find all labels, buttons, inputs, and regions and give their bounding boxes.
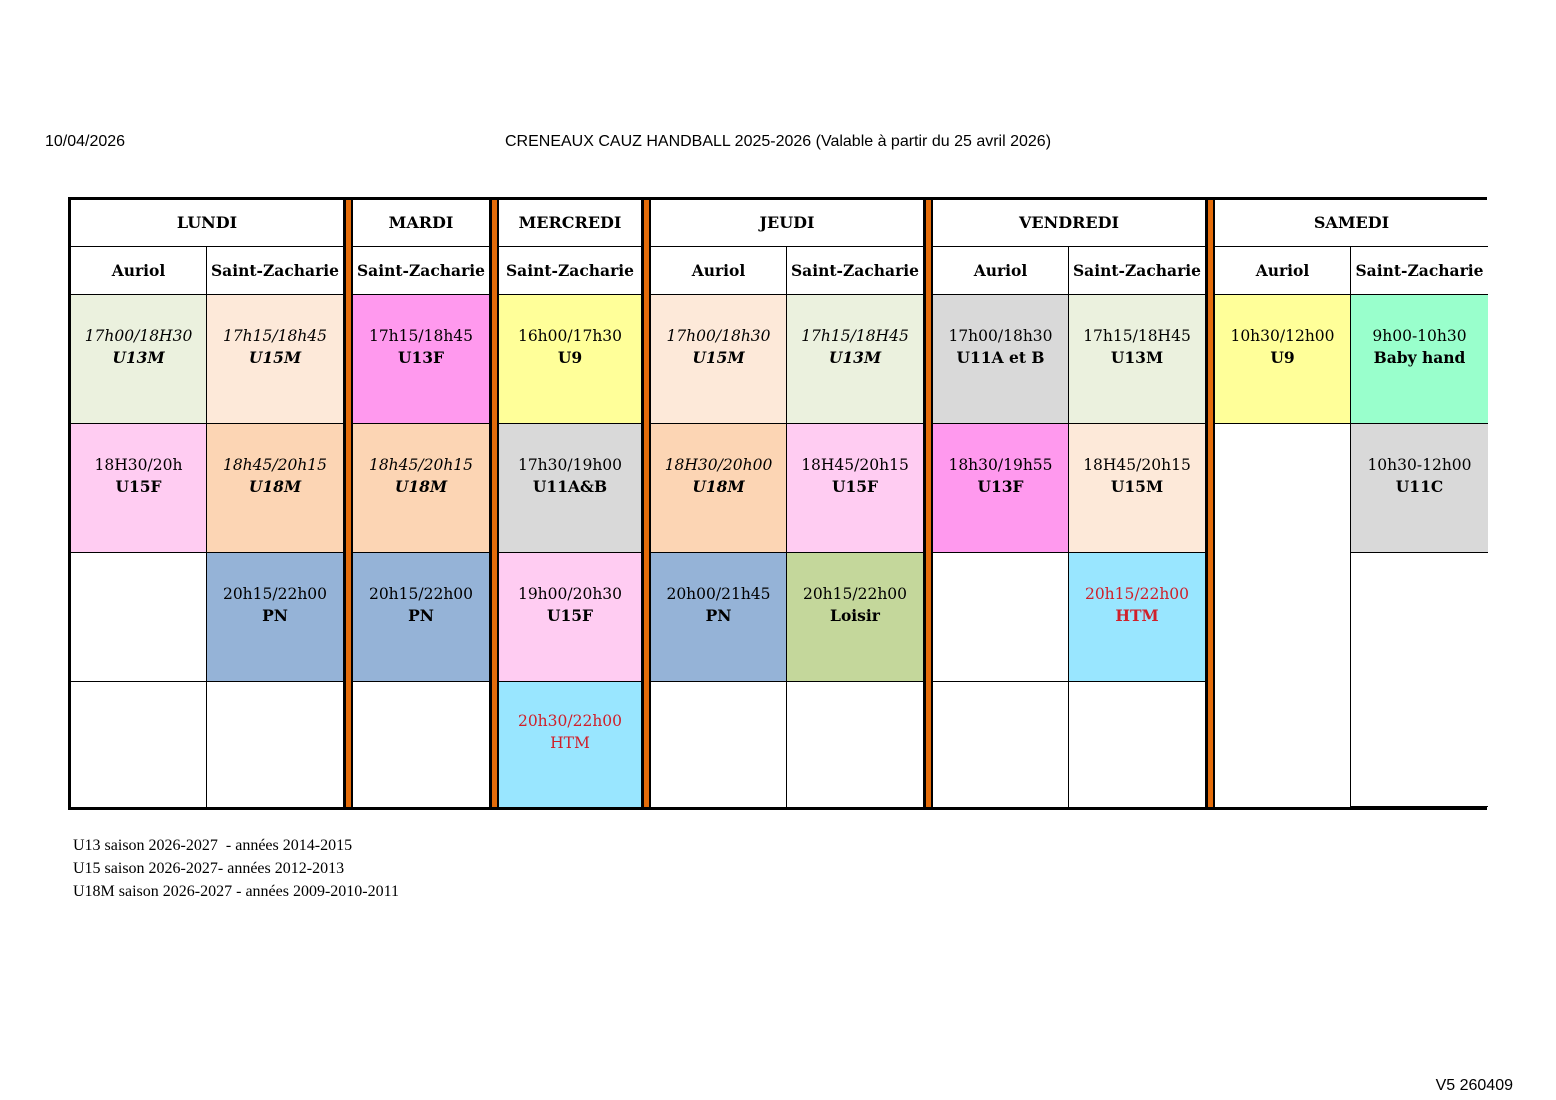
schedule-slot	[787, 553, 924, 682]
slot-time: 20h00/21h45	[666, 585, 771, 603]
day-separator	[344, 200, 353, 807]
location-header: Saint-Zacharie	[1069, 247, 1206, 295]
location-header: Auriol	[651, 247, 787, 295]
note-line: U18M saison 2026-2027 - années 2009-2010-2011	[73, 883, 400, 900]
schedule-slot	[71, 424, 207, 553]
schedule-slot	[499, 553, 642, 682]
schedule-slot	[651, 553, 787, 682]
schedule-slot	[499, 682, 642, 807]
schedule-slot	[1215, 295, 1351, 424]
slot-time: 18H30/20h	[94, 456, 183, 474]
slot-group: U9	[1270, 348, 1295, 367]
location-header: Auriol	[1215, 247, 1351, 295]
slot-group: U11C	[1395, 477, 1444, 496]
slot-time: 17h30/19h00	[517, 456, 623, 474]
slot-group: U18M	[692, 477, 745, 496]
note-line: U13 saison 2026-2027 - années 2014-2015	[73, 837, 353, 854]
empty-slot	[1351, 553, 1488, 807]
slot-group: U18M	[248, 477, 302, 496]
slot-group: U15F	[831, 477, 879, 496]
slot-group: PN	[262, 606, 288, 625]
slot-time: 17h00/18h30	[948, 327, 1053, 345]
day-separator	[490, 200, 499, 807]
slot-group: Loisir	[830, 606, 880, 625]
slot-group: U15F	[546, 606, 594, 625]
slot-time: 9h00-10h30	[1372, 327, 1467, 345]
slot-time: 17h00/18H30	[84, 327, 193, 345]
slot-time: 18h30/19h55	[948, 456, 1053, 474]
schedule-slot	[651, 295, 787, 424]
empty-slot	[71, 553, 207, 682]
slot-time: 17h15/18h45	[368, 327, 474, 345]
slot-group: HTM	[550, 734, 590, 752]
location-header: Saint-Zacharie	[207, 247, 344, 295]
age-notes	[73, 834, 399, 903]
location-header: Auriol	[71, 247, 207, 295]
day-header-samedi: SAMEDI	[1215, 200, 1488, 247]
schedule-slot	[207, 553, 344, 682]
slot-group: U15F	[115, 477, 162, 496]
schedule-slot	[71, 295, 207, 424]
slot-time: 19h00/20h30	[517, 585, 623, 603]
slot-group: U11A&B	[532, 477, 608, 496]
slot-group: U13F	[397, 348, 445, 367]
day-header-vendredi: VENDREDI	[933, 200, 1206, 247]
schedule-slot	[499, 424, 642, 553]
slot-time: 18H45/20h15	[801, 456, 909, 474]
schedule-slot	[1069, 424, 1206, 553]
slot-time: 20h15/22h00	[802, 585, 908, 603]
version-label: V5 260409	[1435, 1077, 1513, 1094]
empty-slot	[933, 553, 1069, 682]
schedule-slot	[353, 295, 490, 424]
schedule-slot	[207, 424, 344, 553]
slot-time: 18H45/20h15	[1083, 456, 1191, 474]
schedule-slot	[353, 424, 490, 553]
slot-group: U13M	[112, 348, 165, 367]
location-header: Auriol	[933, 247, 1069, 295]
schedule-slot	[1069, 295, 1206, 424]
slot-group: U11A et B	[956, 348, 1045, 367]
empty-slot	[651, 682, 787, 807]
empty-slot	[787, 682, 924, 807]
empty-slot	[933, 682, 1069, 807]
slot-time: 18h45/20h15	[222, 456, 328, 474]
empty-slot	[1069, 682, 1206, 807]
empty-slot	[1215, 424, 1351, 807]
location-header: Saint-Zacharie	[1351, 247, 1488, 295]
slot-time: 20h15/22h00	[1084, 585, 1190, 603]
day-header-jeudi: JEUDI	[651, 200, 924, 247]
slot-group: U9	[557, 348, 583, 367]
schedule-slot	[787, 295, 924, 424]
schedule-slot	[787, 424, 924, 553]
location-header: Saint-Zacharie	[787, 247, 924, 295]
document-title: CRENEAUX CAUZ HANDBALL 2025-2026 (Valable à partir du 25 avril 2026)	[504, 133, 1052, 150]
day-separator	[924, 200, 933, 807]
slot-time: 17h15/18H45	[1083, 327, 1191, 345]
slot-group: U13F	[977, 477, 1024, 496]
day-header-lundi: LUNDI	[71, 200, 344, 247]
day-header-mercredi: MERCREDI	[499, 200, 642, 247]
slot-group: HTM	[1115, 606, 1159, 625]
empty-slot	[71, 682, 207, 807]
slot-group: U18M	[394, 477, 448, 496]
slot-group: U13M	[1110, 348, 1164, 367]
schedule-slot	[1351, 295, 1488, 424]
slot-time: 10h30/12h00	[1230, 327, 1335, 345]
slot-group: Baby hand	[1373, 348, 1466, 367]
schedule-table	[68, 197, 1487, 810]
slot-time: 10h30-12h00	[1367, 456, 1472, 474]
slot-time: 17h15/18h45	[222, 327, 328, 345]
slot-group: U15M	[248, 348, 302, 367]
location-header: Saint-Zacharie	[499, 247, 642, 295]
schedule-slot	[1351, 424, 1488, 553]
slot-time: 20h15/22h00	[222, 585, 328, 603]
empty-slot	[353, 682, 490, 807]
slot-time: 18h45/20h15	[368, 456, 474, 474]
schedule-slot	[651, 424, 787, 553]
day-header-mardi: MARDI	[353, 200, 490, 247]
slot-time: 16h00/17h30	[517, 327, 623, 345]
document-date: 10/04/2026	[45, 133, 126, 150]
slot-group: PN	[705, 606, 732, 625]
schedule-slot	[933, 424, 1069, 553]
schedule-slot	[353, 553, 490, 682]
schedule-slot	[499, 295, 642, 424]
slot-time: 18H30/20h00	[664, 456, 773, 474]
slot-group: U15M	[1110, 477, 1164, 496]
schedule-slot	[207, 295, 344, 424]
slot-group: U13M	[828, 348, 882, 367]
slot-time: 17h15/18H45	[801, 327, 909, 345]
slot-time: 20h30/22h00	[517, 712, 623, 730]
day-separator	[642, 200, 651, 807]
slot-group: U15M	[692, 348, 745, 367]
slot-group: PN	[408, 606, 434, 625]
empty-slot	[207, 682, 344, 807]
day-separator	[1206, 200, 1215, 807]
slot-time: 20h15/22h00	[368, 585, 474, 603]
note-line: U15 saison 2026-2027- années 2012-2013	[73, 860, 345, 877]
schedule-slot	[1069, 553, 1206, 682]
slot-time: 17h00/18h30	[666, 327, 771, 345]
schedule-slot	[933, 295, 1069, 424]
location-header: Saint-Zacharie	[353, 247, 490, 295]
